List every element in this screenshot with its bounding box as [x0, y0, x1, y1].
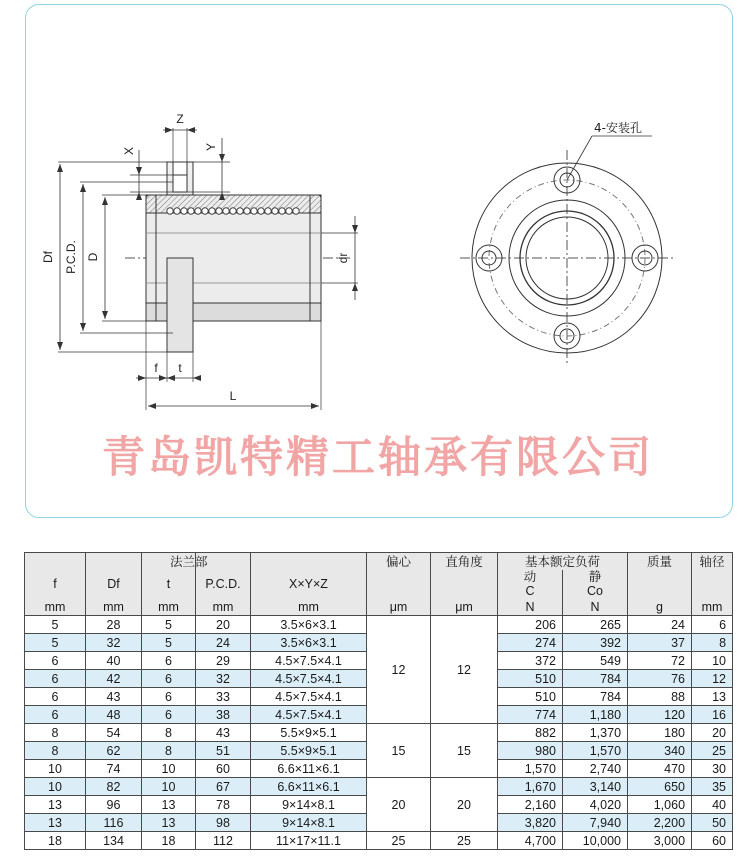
cell-f: 13 [25, 796, 86, 814]
cell-t: 6 [142, 652, 196, 670]
cell-eccentricity: 12 [367, 616, 431, 724]
cell-pcd: 67 [196, 778, 251, 796]
cell-co: 265 [563, 616, 628, 634]
cell-co: 3,140 [563, 778, 628, 796]
header-load-rating: 基本额定负荷 [498, 553, 628, 571]
cell-df: 40 [86, 652, 142, 670]
unit-c: N [498, 598, 563, 616]
cell-f: 6 [25, 652, 86, 670]
unit-shaft: mm [692, 598, 733, 616]
cell-perpendicularity: 25 [431, 832, 498, 850]
cell-t: 13 [142, 796, 196, 814]
cell-df: 43 [86, 688, 142, 706]
label-df: Df [41, 251, 55, 263]
cell-pcd: 43 [196, 724, 251, 742]
cell-t: 5 [142, 616, 196, 634]
header-mass: 质量 [628, 553, 692, 571]
cell-co: 784 [563, 688, 628, 706]
cell-co: 784 [563, 670, 628, 688]
cell-t: 18 [142, 832, 196, 850]
cell-t: 10 [142, 760, 196, 778]
cell-c: 774 [498, 706, 563, 724]
spec-table [24, 552, 733, 850]
cell-pcd: 32 [196, 670, 251, 688]
cell-xyz: 6.6×11×6.1 [251, 778, 367, 796]
cell-co: 7,940 [563, 814, 628, 832]
cell-c: 1,670 [498, 778, 563, 796]
cell-t: 5 [142, 634, 196, 652]
cell-perpendicularity: 15 [431, 724, 498, 778]
table-row [25, 724, 733, 742]
cell-df: 62 [86, 742, 142, 760]
cell-mass: 340 [628, 742, 692, 760]
table-row [25, 778, 733, 796]
cell-shaft: 25 [692, 742, 733, 760]
company-watermark: 青岛凯特精工轴承有限公司 [102, 433, 654, 483]
cell-xyz: 3.5×6×3.1 [251, 634, 367, 652]
unit-ecc: μm [367, 598, 431, 616]
cell-mass: 180 [628, 724, 692, 742]
label-t: t [178, 361, 182, 375]
header-col-df: Df [86, 570, 142, 598]
cell-shaft: 12 [692, 670, 733, 688]
cell-f: 5 [25, 634, 86, 652]
label-d: D [86, 252, 100, 262]
header-col-f: f [25, 570, 86, 598]
cell-shaft: 30 [692, 760, 733, 778]
cell-f: 6 [25, 706, 86, 724]
table-row [25, 832, 733, 850]
cell-f: 8 [25, 724, 86, 742]
cell-df: 74 [86, 760, 142, 778]
cell-c: 274 [498, 634, 563, 652]
cell-c: 2,160 [498, 796, 563, 814]
cell-t: 8 [142, 742, 196, 760]
cell-shaft: 8 [692, 634, 733, 652]
cell-perpendicularity: 20 [431, 778, 498, 832]
unit-co: N [563, 598, 628, 616]
cell-df: 54 [86, 724, 142, 742]
cell-t: 6 [142, 670, 196, 688]
cell-df: 28 [86, 616, 142, 634]
unit-xyz: mm [251, 598, 367, 616]
cell-df: 96 [86, 796, 142, 814]
cell-mass: 37 [628, 634, 692, 652]
header-perpendicularity: 直角度 [431, 553, 498, 571]
label-x: X [122, 146, 136, 156]
cell-mass: 76 [628, 670, 692, 688]
unit-t: mm [142, 598, 196, 616]
cell-co: 1,370 [563, 724, 628, 742]
cell-c: 510 [498, 688, 563, 706]
cell-c: 882 [498, 724, 563, 742]
cell-mass: 470 [628, 760, 692, 778]
cell-co: 4,020 [563, 796, 628, 814]
label-l: L [229, 389, 237, 403]
cell-pcd: 78 [196, 796, 251, 814]
unit-f: mm [25, 598, 86, 616]
cell-pcd: 29 [196, 652, 251, 670]
side-view [58, 128, 358, 410]
header-col-c: C [525, 584, 535, 598]
cell-shaft: 20 [692, 724, 733, 742]
cell-eccentricity: 20 [367, 778, 431, 832]
cell-co: 2,740 [563, 760, 628, 778]
cell-pcd: 24 [196, 634, 251, 652]
cell-xyz: 9×14×8.1 [251, 796, 367, 814]
cell-df: 82 [86, 778, 142, 796]
cell-c: 206 [498, 616, 563, 634]
cell-t: 10 [142, 778, 196, 796]
cell-co: 392 [563, 634, 628, 652]
cell-shaft: 13 [692, 688, 733, 706]
cell-t: 8 [142, 724, 196, 742]
cell-xyz: 11×17×11.1 [251, 832, 367, 850]
cell-c: 372 [498, 652, 563, 670]
cell-t: 6 [142, 688, 196, 706]
cell-f: 6 [25, 670, 86, 688]
cell-f: 8 [25, 742, 86, 760]
cell-mass: 3,000 [628, 832, 692, 850]
cell-shaft: 16 [692, 706, 733, 724]
label-mounting-holes: 4-安装孔 [594, 121, 642, 135]
label-dr: dr [336, 252, 350, 264]
header-col-t: t [142, 570, 196, 598]
label-y: Y [204, 142, 218, 152]
cell-f: 5 [25, 616, 86, 634]
header-col-pcd: P.C.D. [196, 570, 251, 598]
header-dynamic: 动 [523, 570, 537, 584]
cell-pcd: 98 [196, 814, 251, 832]
cell-xyz: 5.5×9×5.1 [251, 742, 367, 760]
table-row [25, 616, 733, 634]
cell-co: 549 [563, 652, 628, 670]
cell-mass: 1,060 [628, 796, 692, 814]
cell-shaft: 10 [692, 652, 733, 670]
cell-shaft: 50 [692, 814, 733, 832]
cell-xyz: 6.6×11×6.1 [251, 760, 367, 778]
cell-df: 134 [86, 832, 142, 850]
cell-eccentricity: 15 [367, 724, 431, 778]
front-view [460, 136, 676, 366]
cell-pcd: 20 [196, 616, 251, 634]
cell-xyz: 4.5×7.5×4.1 [251, 670, 367, 688]
cell-df: 116 [86, 814, 142, 832]
cell-c: 510 [498, 670, 563, 688]
cell-df: 48 [86, 706, 142, 724]
cell-mass: 24 [628, 616, 692, 634]
header-col-co: Co [587, 584, 603, 598]
cell-shaft: 40 [692, 796, 733, 814]
header-shaft-dia: 轴径 [692, 553, 733, 571]
cell-shaft: 35 [692, 778, 733, 796]
unit-mass: g [628, 598, 692, 616]
unit-pcd: mm [196, 598, 251, 616]
cell-mass: 650 [628, 778, 692, 796]
cell-mass: 72 [628, 652, 692, 670]
cell-pcd: 112 [196, 832, 251, 850]
cell-co: 10,000 [563, 832, 628, 850]
cell-co: 1,180 [563, 706, 628, 724]
cell-t: 6 [142, 706, 196, 724]
cell-mass: 120 [628, 706, 692, 724]
cell-xyz: 4.5×7.5×4.1 [251, 688, 367, 706]
cell-eccentricity: 25 [367, 832, 431, 850]
cell-c: 4,700 [498, 832, 563, 850]
cell-xyz: 9×14×8.1 [251, 814, 367, 832]
cell-pcd: 51 [196, 742, 251, 760]
cell-xyz: 5.5×9×5.1 [251, 724, 367, 742]
cell-co: 1,570 [563, 742, 628, 760]
unit-perp: μm [431, 598, 498, 616]
cell-mass: 88 [628, 688, 692, 706]
cell-pcd: 60 [196, 760, 251, 778]
header-static: 静 [588, 570, 602, 584]
ball-row [167, 208, 299, 214]
cell-xyz: 4.5×7.5×4.1 [251, 652, 367, 670]
header-flange-group: 法兰部 [142, 553, 196, 571]
cell-xyz: 3.5×6×3.1 [251, 616, 367, 634]
cell-f: 18 [25, 832, 86, 850]
cell-c: 980 [498, 742, 563, 760]
label-z: Z [176, 112, 184, 126]
cell-f: 13 [25, 814, 86, 832]
label-pcd: P.C.D. [64, 240, 78, 274]
cell-xyz: 4.5×7.5×4.1 [251, 706, 367, 724]
header-col-xyz: X×Y×Z [251, 570, 367, 598]
cell-pcd: 38 [196, 706, 251, 724]
cell-f: 10 [25, 760, 86, 778]
cell-df: 32 [86, 634, 142, 652]
cell-c: 3,820 [498, 814, 563, 832]
cell-f: 6 [25, 688, 86, 706]
cell-shaft: 60 [692, 832, 733, 850]
cell-mass: 2,200 [628, 814, 692, 832]
header-eccentricity: 偏心 [367, 553, 431, 571]
cell-df: 42 [86, 670, 142, 688]
cell-perpendicularity: 12 [431, 616, 498, 724]
unit-df: mm [86, 598, 142, 616]
cell-f: 10 [25, 778, 86, 796]
label-f: f [154, 361, 158, 375]
spec-table-body [25, 616, 733, 850]
cell-t: 13 [142, 814, 196, 832]
spec-table-header [25, 553, 733, 616]
cell-pcd: 33 [196, 688, 251, 706]
cell-shaft: 6 [692, 616, 733, 634]
cell-c: 1,570 [498, 760, 563, 778]
